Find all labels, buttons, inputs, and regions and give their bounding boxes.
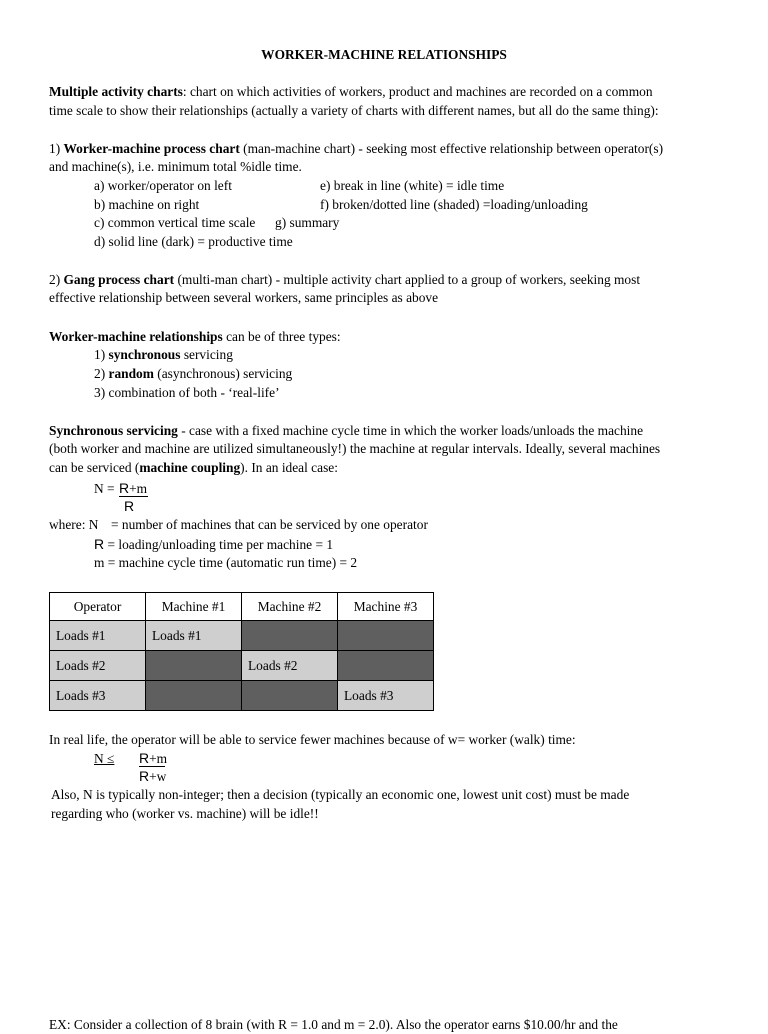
where-r-definition [94,535,333,554]
table-cell-loading: Loads #1 [50,621,146,651]
table-header-cell: Machine #3 [338,593,434,621]
table-cell-running [338,621,434,651]
item1-point-d: d) solid line (dark) = productive time [94,234,293,249]
table-cell-loading: Loads #2 [242,651,338,681]
table-row [50,621,434,651]
table-cell-running [338,651,434,681]
sync-term: Synchronous servicing [49,423,178,438]
table-header-cell: Machine #1 [146,593,242,621]
type-3: 3) combination of both - ‘real-life’ [94,385,280,400]
types-term: Worker-machine relationships [49,329,223,344]
page-title: WORKER-MACHINE RELATIONSHIPS [261,47,507,62]
type-1-number: 1) [94,347,109,362]
types-text: can be of three types: [222,329,341,344]
table-row [50,651,434,681]
activity-chart-table [49,592,434,711]
table-header-cell: Machine #2 [242,593,338,621]
also-line-2: regarding who (worker vs. machine) will be idle!! [51,806,319,821]
item2-text-1: (multi-man chart) - multiple activity chart applied to a group of workers, seeking most [174,272,641,287]
sync-line-3 [49,459,338,477]
table-cell-loading: Loads #2 [50,651,146,681]
where-n-definition: = number of machines that can be serviced by one operator [111,517,428,532]
item1-point-e: e) break in line (white) = idle time [320,178,505,193]
table-cell-running [242,681,338,711]
real-life-text: In real life, the operator will be able to service fewer machines because of w= worker (walk) time: [49,732,576,747]
where-n-label: where: N [49,517,99,532]
item2-line-1 [49,271,640,289]
type-1 [94,346,233,364]
formula-real-denominator [139,767,166,786]
item1-text-1: (man-machine chart) - seeking most effective relationship between operator(s) [239,141,664,156]
type-2-term: random [108,366,154,381]
item1-term: Worker-machine process chart [63,141,240,156]
formula-real-numerator-rest: +m [149,751,168,766]
type-2 [94,365,292,383]
table-row [50,681,434,711]
table-header-cell: Operator [50,593,146,621]
table-cell-running [146,651,242,681]
intro-text-1: : chart on which activities of workers, product and machines are recorded on a common [182,84,653,99]
item1-point-a: a) worker/operator on left [94,178,232,193]
types-heading [49,328,341,346]
sync-coupling-term: machine coupling [139,460,241,475]
item1-line-1 [49,140,663,158]
sync-text-3c: ). In an ideal case: [240,460,338,475]
sync-line-2: (both worker and machine are utilized simultaneously!) the machine at regular intervals. Ideally, several machines [49,441,661,456]
table-header-row [50,593,434,621]
type-1-term: synchronous [108,347,181,362]
formula-ideal-numerator-rest: +m [129,481,148,496]
item1-number: 1) [49,141,64,156]
formula-real-denominator-rest: +w [149,769,167,784]
sync-text-1: - case with a fixed machine cycle time in which the worker loads/unloads the machine [177,423,644,438]
type-1-text: servicing [180,347,233,362]
item1-point-c: c) common vertical time scale [94,215,256,230]
sync-text-3a: can be serviced ( [49,460,140,475]
formula-ideal-denominator: R [124,498,135,514]
item1-point-b: b) machine on right [94,197,200,212]
item1-point-g: g) summary [275,215,340,230]
intro-line-1 [49,83,653,101]
table-cell-running [146,681,242,711]
type-2-text: (asynchronous) servicing [153,366,293,381]
where-r-symbol: R [94,536,105,552]
item1-point-f: f) broken/dotted line (shaded) =loading/unloading [320,197,588,212]
table-cell-loading: Loads #3 [338,681,434,711]
sync-line-1 [49,422,643,440]
intro-line-2: time scale to show their relationships (actually a variety of charts with different names, but all do the same thing): [49,103,659,118]
intro-term: Multiple activity charts [49,84,183,99]
item2-term: Gang process chart [63,272,175,287]
item2-line-2: effective relationship between several workers, same principles as above [49,290,439,305]
formula-real-denominator-r-symbol: R [139,768,150,784]
table-cell-loading: Loads #1 [146,621,242,651]
formula-real-lhs: N ≤ [94,751,115,766]
formula-ideal-lhs: N = [94,481,115,496]
item2-number: 2) [49,272,64,287]
where-r-text: = loading/unloading time per machine = 1 [104,537,334,552]
table-cell-running [242,621,338,651]
formula-real-r-symbol: R [139,750,150,766]
example-line-partial: EX: Consider a collection of 8 brain (with R = 1.0 and m = 2.0). Also the operator earns $10.00/hr and the [49,1017,618,1032]
table-cell-loading: Loads #3 [50,681,146,711]
formula-ideal-r-symbol: R [119,480,130,496]
item1-line-2: and machine(s), i.e. minimum total %idle time. [49,159,302,174]
where-m-definition: m = machine cycle time (automatic run time) = 2 [94,555,358,570]
also-line-1: Also, N is typically non-integer; then a decision (typically an economic one, lowest unit cost) must be made [51,787,630,802]
type-2-number: 2) [94,366,109,381]
